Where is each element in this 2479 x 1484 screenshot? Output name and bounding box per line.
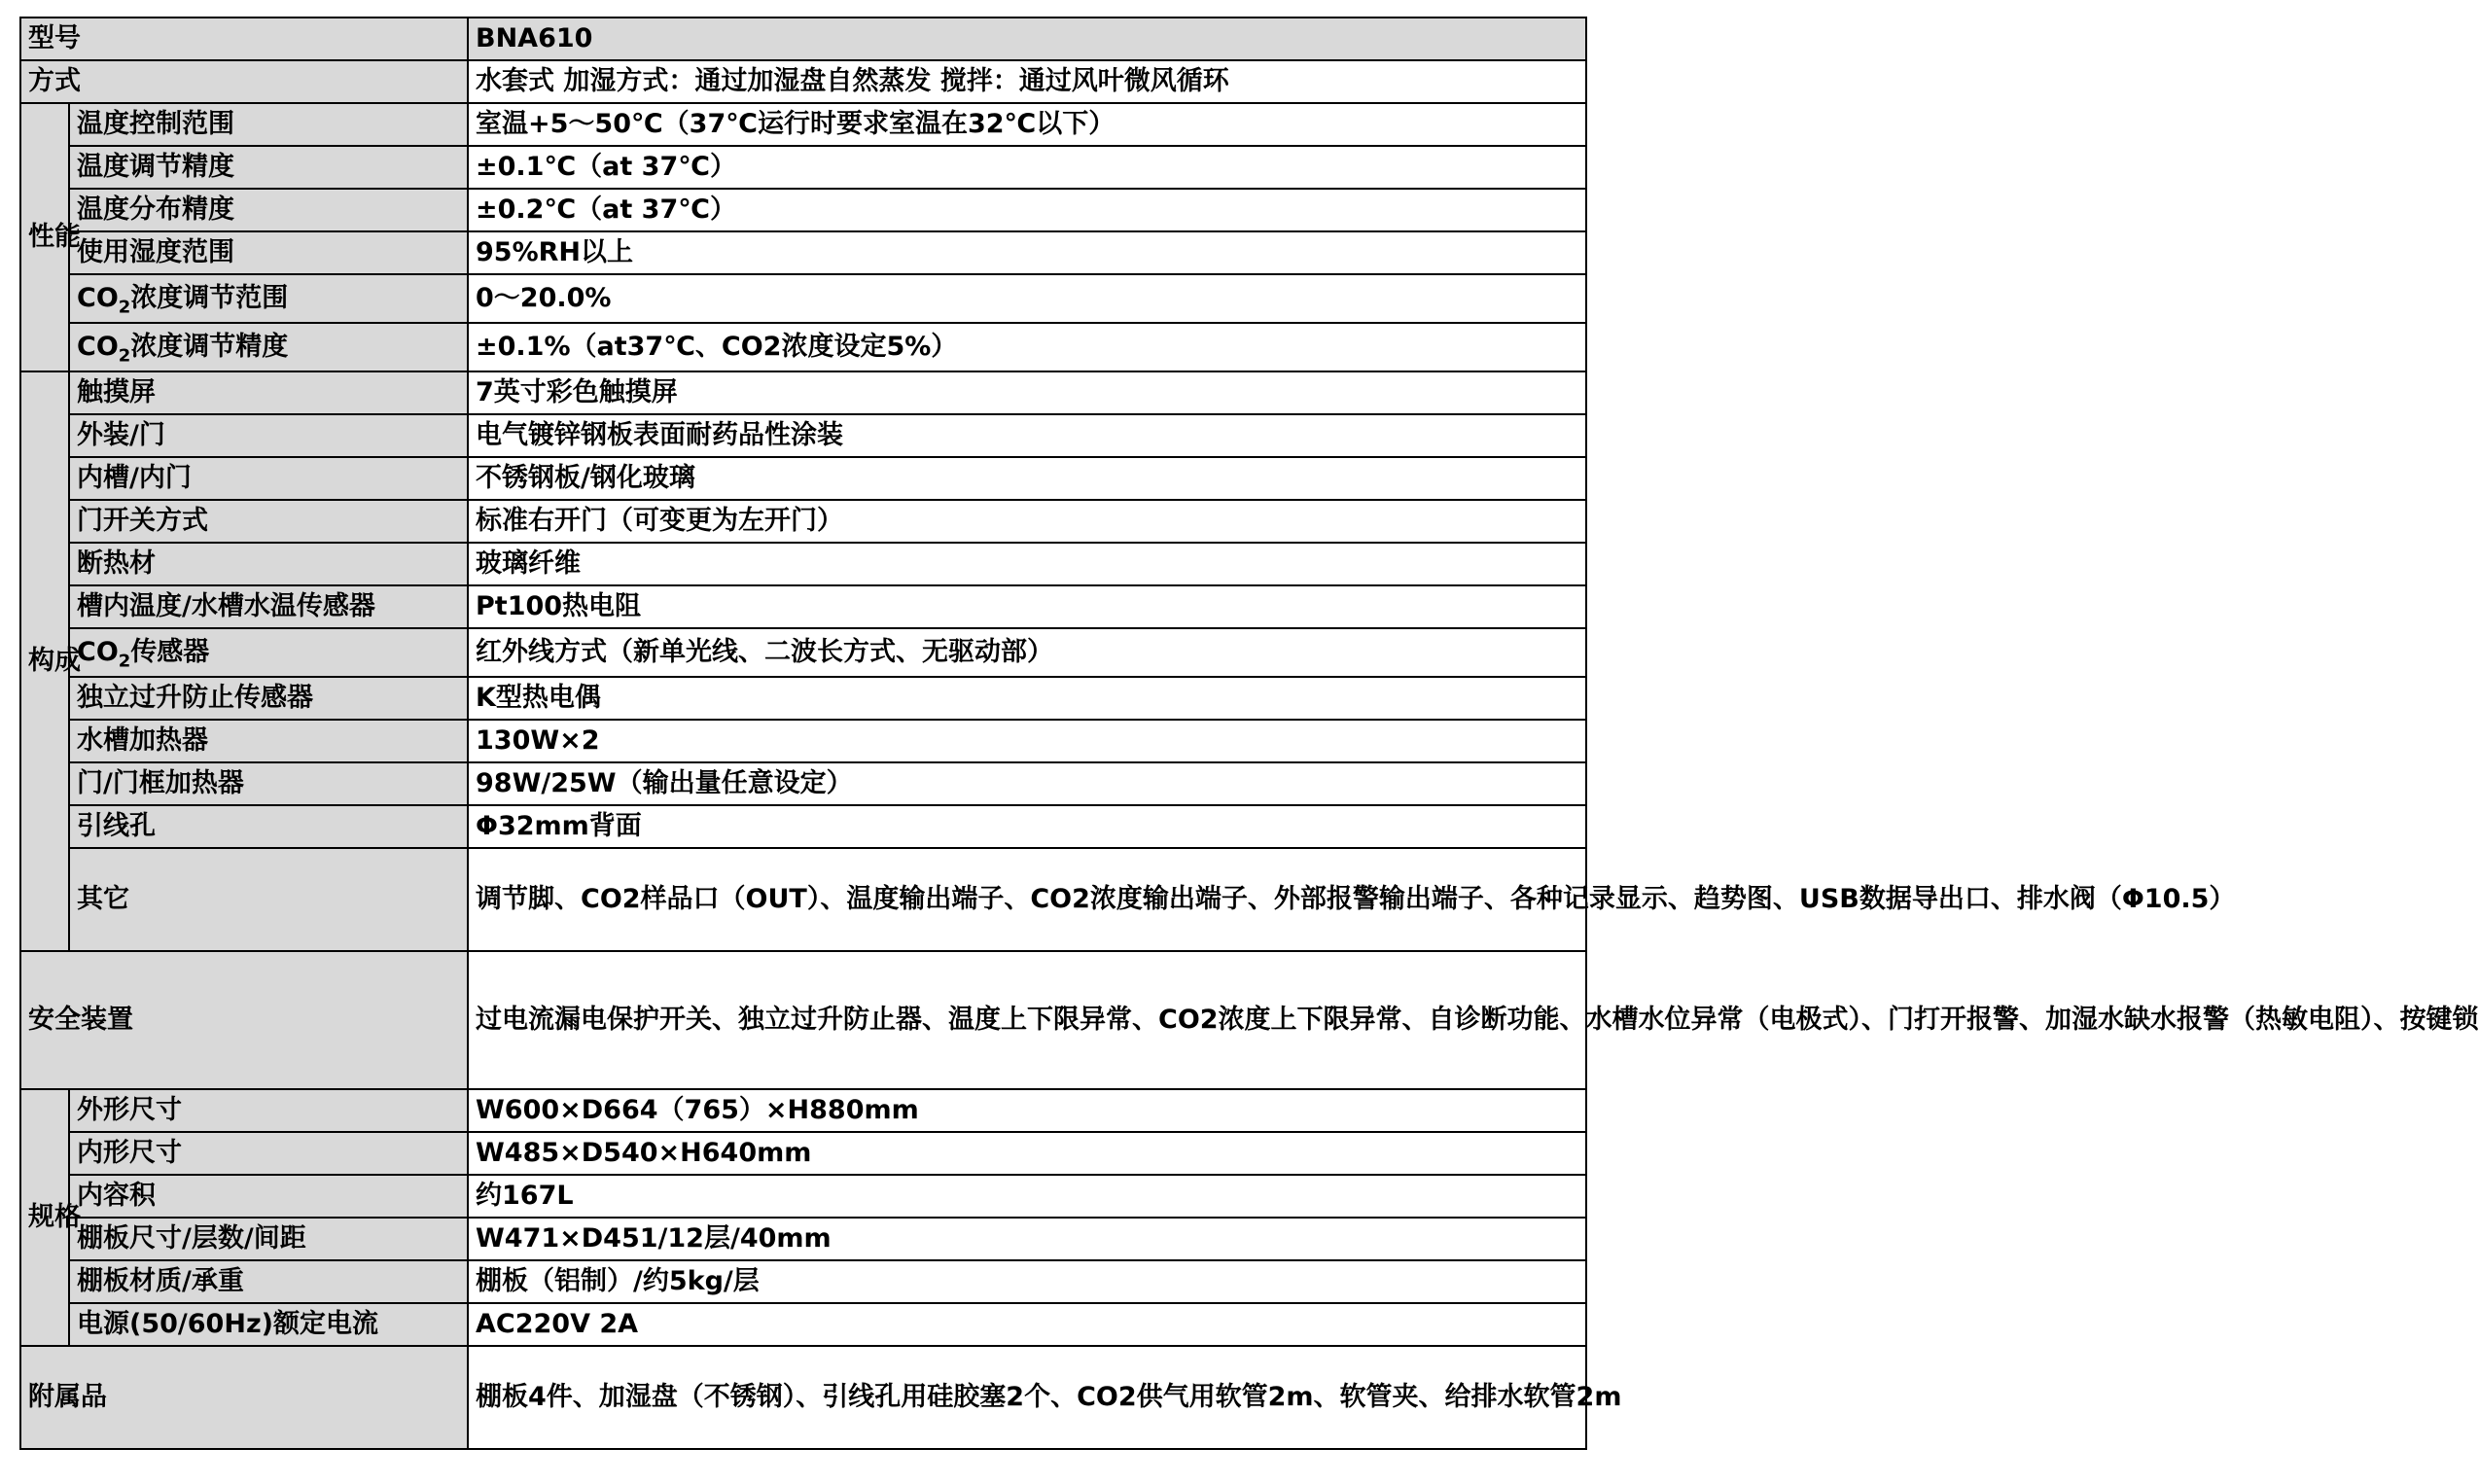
row-value: 电气镀锌钢板表面耐药品性涂装 <box>468 414 1586 457</box>
table-row <box>20 585 1586 628</box>
row-value: W471×D451/12层/40mm <box>468 1218 1586 1260</box>
table-row <box>20 414 1586 457</box>
row-label: 门开关方式 <box>69 500 468 543</box>
table-row <box>20 805 1586 848</box>
spec-table <box>19 17 2479 1450</box>
row-label: 门/门框加热器 <box>69 762 468 805</box>
row-label: $CO_2$浓度调节精度 <box>69 323 468 371</box>
group-construction: 构成 <box>20 371 69 951</box>
row-value: 标准右开门（可变更为左开门） <box>468 500 1586 543</box>
row-label: 使用湿度范围 <box>69 231 468 274</box>
row-value: 棚板（铝制）/约5kg/层 <box>468 1260 1586 1303</box>
row-value: 130W×2 <box>468 720 1586 762</box>
row-value: ±0.1℃（at 37℃） <box>468 146 1586 189</box>
table-row <box>20 1175 1586 1218</box>
row-value: W485×D540×H640mm <box>468 1132 1586 1175</box>
table-row <box>20 628 1586 677</box>
model-label: 型号 <box>20 18 468 60</box>
row-value: 98W/25W（输出量任意设定） <box>468 762 1586 805</box>
table-row <box>20 848 1586 951</box>
row-value: Φ32mm背面 <box>468 805 1586 848</box>
table-row <box>20 1089 1586 1132</box>
table-row <box>20 274 1586 323</box>
row-label: $CO_2$浓度调节范围 <box>69 274 468 323</box>
accessories-value: 棚板4件、加湿盘（不锈钢）、引线孔用硅胶塞2个、CO2供气用软管2m、软管夹、给排水软管2m <box>468 1346 1586 1449</box>
table-row <box>20 1218 1586 1260</box>
row-label: 内形尺寸 <box>69 1132 468 1175</box>
row-value: 玻璃纤维 <box>468 543 1586 585</box>
row-value: K型热电偶 <box>468 677 1586 720</box>
table-row <box>20 951 1586 1089</box>
table-row <box>20 371 1586 414</box>
table-row <box>20 323 1586 371</box>
table-row <box>20 189 1586 231</box>
row-label: 水槽加热器 <box>69 720 468 762</box>
table-row <box>20 1132 1586 1175</box>
group-performance: 性能 <box>20 103 69 371</box>
row-label: 内槽/内门 <box>69 457 468 500</box>
row-value: 红外线方式（新单光线、二波长方式、无驱动部） <box>468 628 1586 677</box>
row-label: 引线孔 <box>69 805 468 848</box>
row-value: 0～20.0% <box>468 274 1586 323</box>
row-label: 槽内温度/水槽水温传感器 <box>69 585 468 628</box>
row-value: Pt100热电阻 <box>468 585 1586 628</box>
row-value: 95%RH以上 <box>468 231 1586 274</box>
table-row <box>20 146 1586 189</box>
table-row <box>20 103 1586 146</box>
row-value: ±0.1%（at37℃、CO2浓度设定5%） <box>468 323 1586 371</box>
safety-value: 过电流漏电保护开关、独立过升防止器、温度上下限异常、CO2浓度上下限异常、自诊断功能、水槽水位异常（电极式）、门打开报警、加湿水缺水报警（热敏电阻）、按键锁 <box>468 951 1586 1089</box>
row-label: 棚板材质/承重 <box>69 1260 468 1303</box>
table-row <box>20 720 1586 762</box>
method-label: 方式 <box>20 60 468 103</box>
row-value: AC220V 2A <box>468 1303 1586 1346</box>
row-label: 温度控制范围 <box>69 103 468 146</box>
accessories-label: 附属品 <box>20 1346 468 1449</box>
row-label: 触摸屏 <box>69 371 468 414</box>
safety-label: 安全装置 <box>20 951 468 1089</box>
row-label: 独立过升防止传感器 <box>69 677 468 720</box>
row-value: 调节脚、CO2样品口（OUT）、温度输出端子、CO2浓度输出端子、外部报警输出端子、各种记录显示、趋势图、USB数据导出口、排水阀（Φ10.5） <box>468 848 1586 951</box>
row-label: 温度调节精度 <box>69 146 468 189</box>
table-row <box>20 543 1586 585</box>
row-label: 棚板尺寸/层数/间距 <box>69 1218 468 1260</box>
table-row <box>20 677 1586 720</box>
table-row <box>20 762 1586 805</box>
table-row <box>20 18 1586 60</box>
row-label: 温度分布精度 <box>69 189 468 231</box>
row-value: 7英寸彩色触摸屏 <box>468 371 1586 414</box>
row-label: 内容积 <box>69 1175 468 1218</box>
table-row <box>20 60 1586 103</box>
method-value: 水套式 加湿方式：通过加湿盘自然蒸发 搅拌：通过风叶微风循环 <box>468 60 1586 103</box>
row-value: W600×D664（765）×H880mm <box>468 1089 1586 1132</box>
row-label: 电源(50/60Hz)额定电流 <box>69 1303 468 1346</box>
row-value: 不锈钢板/钢化玻璃 <box>468 457 1586 500</box>
table-row <box>20 1346 1586 1449</box>
row-value: ±0.2℃（at 37℃） <box>468 189 1586 231</box>
row-label: 断热材 <box>69 543 468 585</box>
row-value: 约167L <box>468 1175 1586 1218</box>
row-value: 室温+5～50℃（37℃运行时要求室温在32℃以下） <box>468 103 1586 146</box>
table-row <box>20 1260 1586 1303</box>
table-row <box>20 1303 1586 1346</box>
row-label: 其它 <box>69 848 468 951</box>
model-value: BNA610 <box>468 18 1586 60</box>
row-label: $CO_2$传感器 <box>69 628 468 677</box>
row-label: 外形尺寸 <box>69 1089 468 1132</box>
group-specs: 规格 <box>20 1089 69 1346</box>
row-label: 外装/门 <box>69 414 468 457</box>
table-row <box>20 457 1586 500</box>
table-row <box>20 231 1586 274</box>
table-row <box>20 500 1586 543</box>
